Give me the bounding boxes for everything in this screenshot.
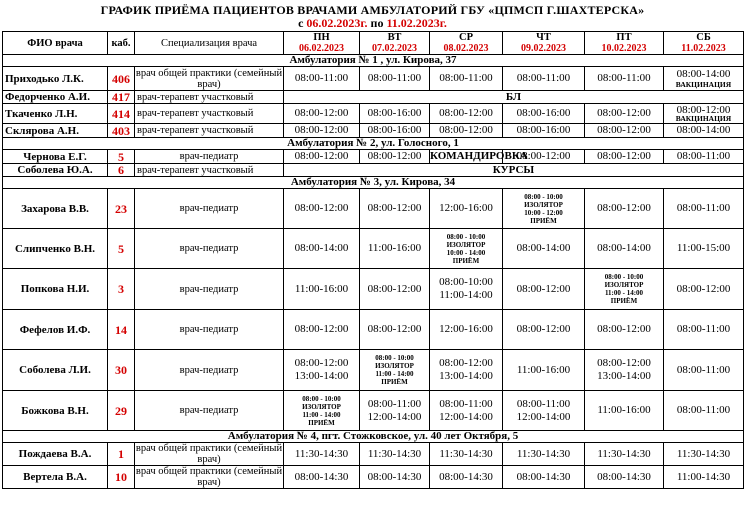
column-header-day [585, 32, 664, 55]
schedule-time: 13:00-14:00 [294, 370, 349, 382]
schedule-cell: 08:00-12:00 [664, 269, 744, 310]
isolator-label: ИЗОЛЯТОР [524, 200, 563, 209]
cabinet-number: 417 [108, 91, 135, 104]
specialization: врач общей практики (семейный врач) [135, 466, 283, 488]
schedule-time: 12:00-14:00 [367, 410, 422, 423]
schedule-cell [430, 391, 503, 431]
schedule-cell: 11:30-14:30 [585, 443, 664, 466]
schedule-cell [664, 104, 744, 124]
schedule-cell [585, 350, 664, 391]
schedule-cell: 08:00-16:00 [503, 104, 585, 124]
schedule-time: 08:00-10:00 [439, 276, 493, 288]
schedule-cell: 08:00-11:00 [585, 67, 664, 91]
schedule-cell: 11:30-14:30 [664, 443, 744, 466]
date-prefix: с [298, 16, 304, 30]
doctor-name: Приходько Л.К. [3, 67, 108, 91]
cabinet-number: 6 [108, 164, 135, 177]
day-name: СБ [696, 32, 711, 43]
specialization: врач-педиатр [135, 150, 284, 164]
schedule-cell: 08:00-12:00 [360, 150, 430, 164]
specialization: врач-педиатр [135, 310, 284, 350]
table-row [3, 91, 744, 104]
schedule-time: 11:00-14:00 [439, 289, 493, 301]
table-row [3, 391, 744, 431]
schedule-cell [664, 67, 744, 91]
cabinet-number: 406 [108, 67, 135, 91]
section-row [3, 431, 744, 443]
date-mid: по [370, 16, 384, 30]
schedule-cell: 12:00-16:00 [430, 310, 503, 350]
schedule-cell: 11:00-16:00 [360, 229, 430, 269]
column-header-spec: Специализация врача [135, 32, 284, 55]
isolator-label: ИЗОЛЯТОР [604, 281, 644, 289]
table-header-row [3, 32, 744, 55]
table-row [3, 229, 744, 269]
schedule-time: 08:00-14:00 [676, 68, 731, 80]
doctor-name: Слипченко В.Н. [3, 229, 108, 269]
schedule-cell: 11:30-14:30 [503, 443, 585, 466]
schedule-cell: 08:00-14:30 [360, 466, 430, 489]
table-row [3, 67, 744, 91]
schedule-time: 08:00-11:00 [439, 397, 493, 410]
schedule-cell [284, 350, 360, 391]
section-row [3, 177, 744, 189]
schedule-cell: 11:00-15:00 [664, 229, 744, 269]
section-title: Амбулатория № 4, пгт. Стожковское, ул. 40 лет Октября, 5 [3, 431, 744, 443]
schedule-cell: 08:00-11:00 [664, 150, 744, 164]
day-date: 06.02.2023 [299, 43, 344, 54]
table-row [3, 466, 744, 489]
reception-time: 11:00 - 14:00 [302, 410, 341, 419]
day-date: 09.02.2023 [521, 43, 566, 54]
isolator-cell [503, 189, 585, 229]
specialization: врач-терапевт участковый [135, 91, 284, 104]
schedule-cell: 08:00-12:00 [430, 124, 503, 138]
schedule-time: 08:00-11:00 [516, 397, 571, 410]
schedule-cell: 08:00-12:00 [284, 189, 360, 229]
schedule-cell: 08:00-14:00 [585, 229, 664, 269]
schedule-cell: 08:00-11:00 [360, 67, 430, 91]
schedule-cell: 11:30-14:30 [284, 443, 360, 466]
table-row [3, 350, 744, 391]
column-header-day [664, 32, 744, 55]
schedule-time: 12:00-14:00 [516, 410, 571, 423]
isolator-time: 08:00 - 10:00 [524, 192, 563, 201]
schedule-cell: 08:00-14:30 [503, 466, 585, 489]
day-date: 07.02.2023 [372, 43, 417, 54]
specialization: врач-терапевт участковый [135, 164, 284, 177]
schedule-table [2, 31, 744, 489]
day-date: 08.02.2023 [443, 43, 489, 54]
schedule-cell: 08:00-12:00 [284, 124, 360, 138]
day-name: ВТ [387, 32, 402, 43]
day-name: ПН [313, 32, 330, 43]
table-row [3, 310, 744, 350]
isolator-time: 08:00 - 10:00 [302, 394, 341, 403]
reception-time: 11:00 - 14:00 [604, 289, 644, 297]
vaccination-note: ВАКЦИНАЦИЯ [675, 113, 732, 123]
schedule-cell [430, 269, 503, 310]
doctor-name: Склярова А.Н. [3, 124, 108, 138]
doctor-name: Вертела В.А. [3, 466, 108, 489]
section-title: Амбулатория № 1 , ул. Кирова, 37 [3, 55, 744, 67]
schedule-cell: 08:00-14:30 [585, 466, 664, 489]
column-header-cab: каб. [108, 32, 135, 55]
doctor-name: Соболева Л.И. [3, 350, 108, 391]
reception-time: 11:00 - 14:00 [375, 370, 414, 378]
schedule-cell: 11:00-16:00 [503, 350, 585, 391]
page-title: ГРАФИК ПРИЁМА ПАЦИЕНТОВ ВРАЧАМИ АМБУЛАТОРИЙ ГБУ «ЦПМСП Г.ШАХТЕРСКА» [100, 3, 645, 17]
schedule-cell: 08:00-12:00 [284, 310, 360, 350]
table-row [3, 150, 744, 164]
table-row [3, 104, 744, 124]
column-header-day [503, 32, 585, 55]
specialization: врач общей практики (семейный врач) [135, 443, 283, 465]
schedule-cell: 11:30-14:30 [430, 443, 503, 466]
column-header-name: ФИО врача [3, 32, 108, 55]
isolator-cell [430, 229, 503, 269]
schedule-cell: 08:00-12:00 [284, 104, 360, 124]
section-row [3, 138, 744, 150]
section-row [3, 55, 744, 67]
reception-label: ПРИЁМ [381, 378, 408, 386]
schedule-cell: 08:00-12:00 [503, 269, 585, 310]
date-to: 11.02.2023г. [386, 16, 447, 30]
day-name: ЧТ [536, 32, 551, 43]
specialization: врач-педиатр [135, 189, 284, 229]
vaccination-note: ВАКЦИНАЦИЯ [675, 80, 732, 89]
doctor-name: Соболева Ю.А. [3, 164, 108, 177]
schedule-cell [430, 350, 503, 391]
schedule-cell: 08:00-11:00 [664, 391, 744, 431]
table-row [3, 164, 744, 177]
schedule-cell: 11:00-14:30 [664, 466, 744, 489]
specialization: врач-терапевт участковый [135, 104, 284, 124]
doctor-name: Ткаченко Л.Н. [3, 104, 108, 124]
doctor-name: Божкова В.Н. [3, 391, 108, 431]
schedule-cell: 11:00-16:00 [585, 391, 664, 431]
column-header-day [430, 32, 503, 55]
schedule-cell: 08:00-14:30 [284, 466, 360, 489]
schedule-cell: 08:00-12:00 [585, 124, 664, 138]
schedule-cell: 08:00-12:00 [503, 310, 585, 350]
schedule-cell: 08:00-14:00 [664, 124, 744, 138]
specialization: врач-педиатр [135, 269, 284, 310]
cabinet-number: 30 [108, 350, 135, 391]
schedule-time: 12:00-14:00 [439, 410, 493, 423]
schedule-time: 08:00-12:00 [439, 357, 493, 369]
schedule-cell: 08:00-14:30 [430, 466, 503, 489]
schedule-cell: 08:00-14:00 [284, 229, 360, 269]
schedule-cell: 08:00-12:00 [360, 189, 430, 229]
schedule-time: 08:00-12:00 [294, 357, 349, 369]
day-name: ПТ [616, 32, 632, 43]
schedule-cell [360, 391, 430, 431]
schedule-cell: КОМАНДИРОВКА [430, 150, 528, 162]
schedule-cell: 08:00-16:00 [503, 124, 585, 138]
section-title: Амбулатория № 2, ул. Голосного, 1 [3, 138, 744, 150]
schedule-cell: 08:00-11:00 [284, 67, 360, 91]
table-row [3, 189, 744, 229]
cabinet-number: 414 [108, 104, 135, 124]
cabinet-number: 403 [108, 124, 135, 138]
isolator-time: 08:00 - 10:00 [604, 273, 644, 281]
schedule-cell: 08:00-12:00 [360, 310, 430, 350]
schedule-cell: 08:00-12:00 [503, 150, 585, 164]
reception-label: ПРИЁМ [610, 297, 638, 305]
schedule-cell: 08:00-12:00 [430, 104, 503, 124]
doctor-name: Захарова В.В. [3, 189, 108, 229]
specialization: врач-педиатр [135, 391, 284, 431]
doctor-name: Попкова Н.И. [3, 269, 108, 310]
cabinet-number: 5 [108, 150, 135, 164]
schedule-cell: 08:00-16:00 [360, 104, 430, 124]
document-header [0, 4, 745, 30]
schedule-time: 08:00-12:00 [676, 103, 731, 116]
reception-time: 10:00 - 12:00 [524, 208, 563, 217]
status-cell: БЛ [284, 91, 744, 104]
isolator-label: ИЗОЛЯТОР [302, 402, 341, 411]
isolator-label: ИЗОЛЯТОР [375, 362, 414, 370]
day-date: 11.02.2023 [681, 43, 726, 54]
day-date: 10.02.2023 [601, 43, 647, 54]
schedule-cell: 08:00-14:00 [503, 229, 585, 269]
cabinet-number: 23 [108, 189, 135, 229]
isolator-time: 08:00 - 10:00 [446, 232, 486, 241]
reception-label: ПРИЁМ [452, 256, 480, 265]
cabinet-number: 10 [108, 466, 135, 489]
doctor-name: Фефелов И.Ф. [3, 310, 108, 350]
schedule-cell: 08:00-12:00 [585, 189, 664, 229]
table-row [3, 269, 744, 310]
schedule-time: 08:00-11:00 [367, 397, 422, 410]
reception-label: ПРИЁМ [530, 216, 557, 225]
schedule-cell: 08:00-11:00 [664, 189, 744, 229]
specialization: врач общей практики (семейный врач) [135, 67, 283, 90]
schedule-cell: 08:00-16:00 [360, 124, 430, 138]
column-header-day [360, 32, 430, 55]
schedule-cell: 08:00-12:00 [284, 150, 360, 164]
schedule-cell: 12:00-16:00 [430, 189, 503, 229]
cabinet-number: 1 [108, 443, 135, 466]
schedule-cell: 08:00-11:00 [430, 67, 503, 91]
schedule-cell: 08:00-12:00 [360, 269, 430, 310]
schedule-time: 08:00-12:00 [597, 357, 651, 369]
isolator-label: ИЗОЛЯТОР [446, 240, 486, 249]
isolator-time: 08:00 - 10:00 [375, 354, 414, 362]
day-name: СР [459, 32, 473, 43]
specialization: врач-педиатр [135, 350, 284, 391]
isolator-cell [284, 391, 360, 431]
reception-time: 10:00 - 14:00 [446, 248, 486, 257]
schedule-time: 13:00-14:00 [597, 370, 651, 382]
schedule-cell: 08:00-12:00 [585, 104, 664, 124]
schedule-cell: 08:00-11:00 [664, 310, 744, 350]
cabinet-number: 29 [108, 391, 135, 431]
doctor-name: Пождаева В.А. [3, 443, 108, 466]
date-from: 06.02.2023г. [306, 16, 368, 30]
table-row [3, 443, 744, 466]
doctor-name: Федорченко А.И. [3, 91, 108, 104]
date-range [0, 17, 745, 30]
section-title: Амбулатория № 3, ул. Кирова, 34 [3, 177, 744, 189]
specialization: врач-терапевт участковый [135, 124, 284, 138]
cabinet-number: 3 [108, 269, 135, 310]
doctor-name: Чернова Е.Г. [3, 150, 108, 164]
schedule-time: 13:00-14:00 [439, 370, 493, 382]
isolator-cell [360, 350, 430, 391]
column-header-day [284, 32, 360, 55]
specialization: врач-педиатр [135, 229, 284, 269]
isolator-cell [585, 269, 664, 310]
schedule-cell: 08:00-12:00 [585, 150, 664, 164]
schedule-cell: 08:00-11:00 [503, 67, 585, 91]
cabinet-number: 5 [108, 229, 135, 269]
schedule-cell: 11:00-16:00 [284, 269, 360, 310]
status-cell: КУРСЫ [284, 164, 744, 177]
reception-label: ПРИЁМ [308, 418, 335, 427]
schedule-cell: 11:30-14:30 [360, 443, 430, 466]
table-row [3, 124, 744, 138]
schedule-cell [503, 391, 585, 431]
schedule-cell: 08:00-11:00 [664, 350, 744, 391]
cabinet-number: 14 [108, 310, 135, 350]
schedule-cell: 08:00-12:00 [585, 310, 664, 350]
